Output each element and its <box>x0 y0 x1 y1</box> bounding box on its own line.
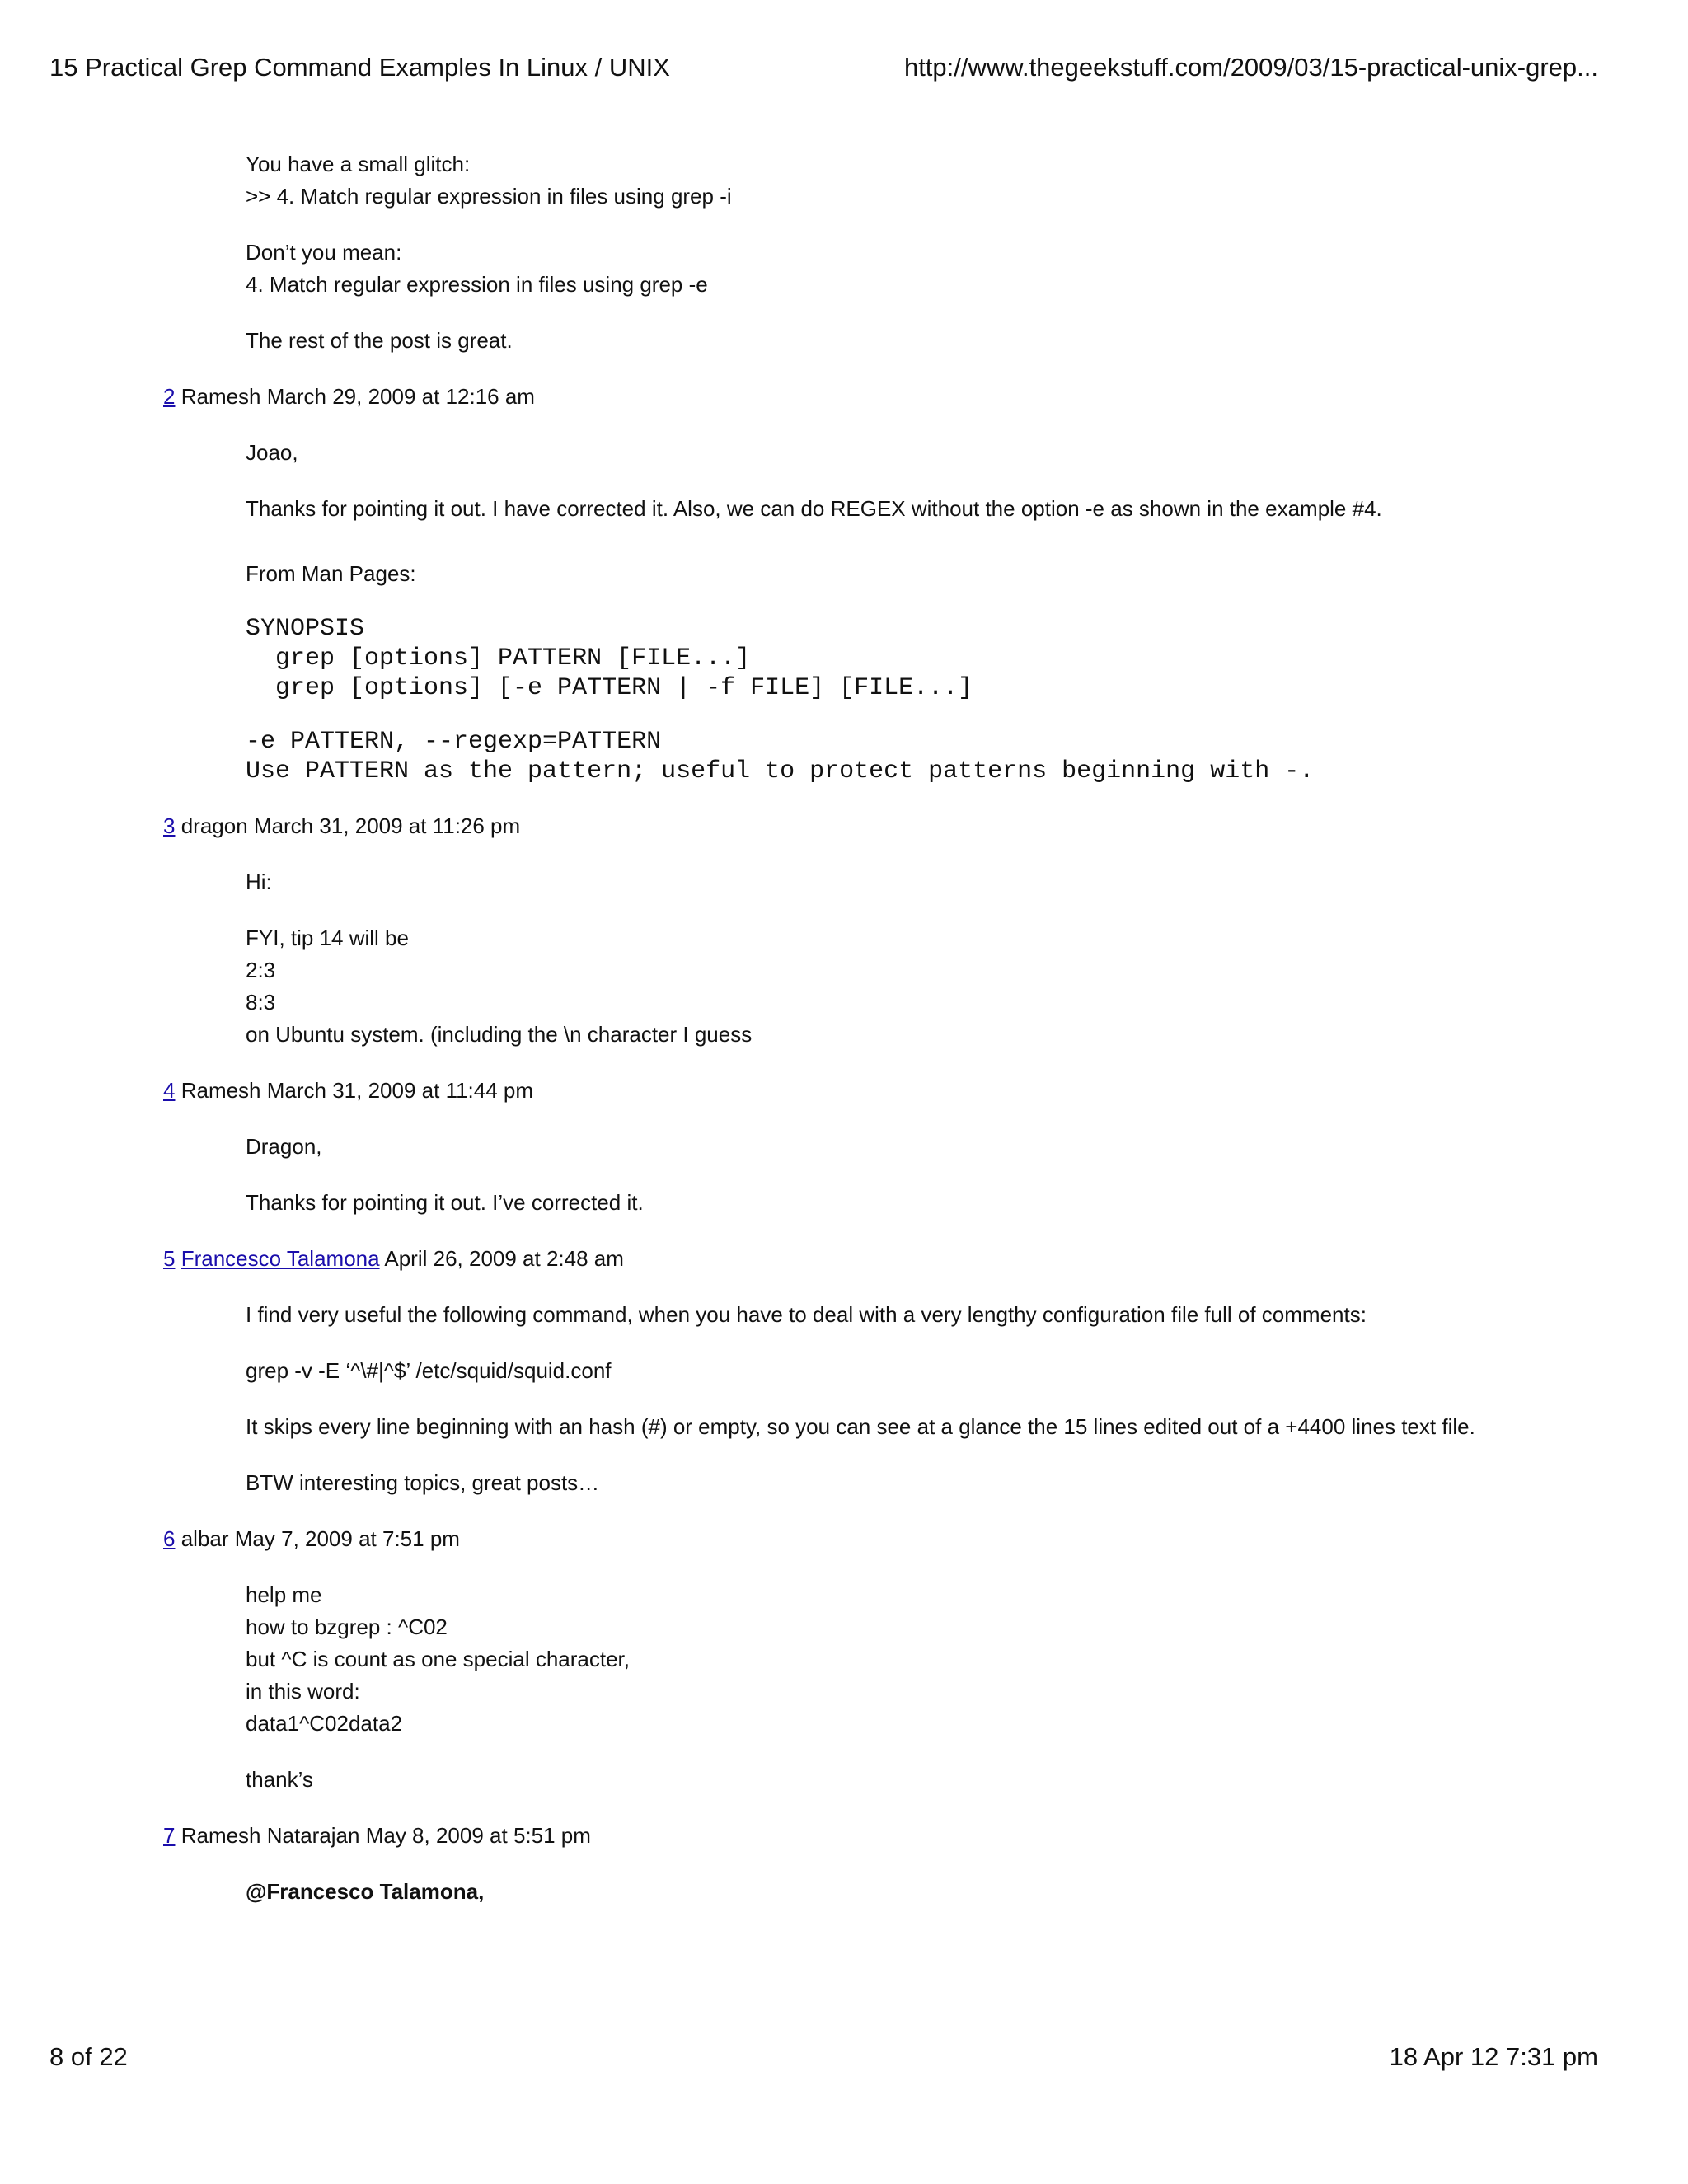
comment-7-meta <box>163 1820 1581 1852</box>
comment-6-body <box>246 1579 1581 1796</box>
comment-5-body <box>246 1299 1581 1499</box>
comment-paragraph: Thanks for pointing it out. I’ve corrected it. <box>246 1190 644 1215</box>
comment-author: Ramesh Natarajan <box>181 1823 360 1848</box>
comment-paragraph: grep -v -E ‘^\#|^$’ /etc/squid/squid.conf <box>246 1358 612 1383</box>
comment-paragraph: The rest of the post is great. <box>246 328 513 353</box>
print-footer <box>49 2039 1639 2075</box>
comment-paragraph: @Francesco Talamona, <box>246 1879 485 1904</box>
comment-3-meta <box>163 810 1581 842</box>
comment-number-link[interactable]: 7 <box>163 1823 176 1848</box>
comment-author: Ramesh <box>181 384 261 409</box>
code-block: -e PATTERN, --regexp=PATTERN Use PATTERN as the pattern; useful to protect patterns beginning with -. <box>246 728 1315 785</box>
print-header <box>49 49 1639 86</box>
comment-3-body <box>246 866 1581 1051</box>
comment-date: March 31, 2009 at 11:26 pm <box>253 813 521 838</box>
comment-date: April 26, 2009 at 2:48 am <box>384 1246 624 1271</box>
comments-content <box>163 148 1581 1932</box>
comment-1-body <box>246 148 1581 357</box>
document-title: 15 Practical Grep Command Examples In Linux / UNIX <box>49 53 670 82</box>
comment-2-meta <box>163 381 1581 413</box>
comment-number-link[interactable]: 6 <box>163 1526 176 1551</box>
comment-paragraph: Hi: <box>246 869 272 894</box>
print-datetime: 18 Apr 12 7:31 pm <box>1389 2042 1598 2071</box>
comment-paragraph: Don’t you mean: 4. Match regular expression in files using grep -e <box>246 240 708 297</box>
comment-author-link[interactable]: Francesco Talamona <box>181 1246 380 1271</box>
comment-paragraph: thank’s <box>246 1767 313 1792</box>
comment-paragraph: It skips every line beginning with an hash (#) or empty, so you can see at a glance the 15 lines edited out of a +4400 lines text file. <box>246 1414 1475 1439</box>
code-block: SYNOPSIS grep [options] PATTERN [FILE...] grep [options] [-e PATTERN | -f FILE] [FILE...] <box>246 615 973 702</box>
comment-author: Ramesh <box>181 1078 261 1103</box>
comment-date: May 8, 2009 at 5:51 pm <box>365 1823 591 1848</box>
comment-date: March 29, 2009 at 12:16 am <box>266 384 535 409</box>
comment-paragraph: Dragon, <box>246 1134 322 1159</box>
comment-paragraph: FYI, tip 14 will be 2:3 8:3 on Ubuntu system. (including the \n character I guess <box>246 926 753 1047</box>
comment-6-meta <box>163 1523 1581 1555</box>
comment-date: March 31, 2009 at 11:44 pm <box>266 1078 534 1103</box>
comment-number-link[interactable]: 5 <box>163 1246 176 1271</box>
comment-paragraph: Thanks for pointing it out. I have corrected it. Also, we can do REGEX without the option -e as shown in the example #4. <box>246 496 1382 521</box>
comment-number-link[interactable]: 3 <box>163 813 176 838</box>
comment-paragraph: I find very useful the following command, when you have to deal with a very lengthy configuration file full of comments: <box>246 1302 1367 1327</box>
comment-paragraph: You have a small glitch: >> 4. Match regular expression in files using grep -i <box>246 152 732 209</box>
comment-7-body <box>246 1876 1581 1908</box>
page-number: 8 of 22 <box>49 2042 128 2071</box>
comment-author: dragon <box>181 813 248 838</box>
comment-paragraph: BTW interesting topics, great posts… <box>246 1470 600 1495</box>
comment-number-link[interactable]: 4 <box>163 1078 176 1103</box>
document-url: http://www.thegeekstuff.com/2009/03/15-practical-unix-grep... <box>903 53 1598 82</box>
comment-paragraph: Joao, <box>246 440 298 465</box>
comment-4-body <box>246 1131 1581 1219</box>
comment-5-meta <box>163 1243 1581 1275</box>
comment-paragraph: help me how to bzgrep : ^C02 but ^C is count as one special character, in this word: data1^C02data2 <box>246 1582 631 1736</box>
comment-number-link[interactable]: 2 <box>163 384 176 409</box>
comment-date: May 7, 2009 at 7:51 pm <box>234 1526 460 1551</box>
comment-author: albar <box>181 1526 229 1551</box>
comment-paragraph: From Man Pages: <box>246 561 416 586</box>
comment-2-body <box>246 437 1581 786</box>
comment-4-meta <box>163 1075 1581 1107</box>
